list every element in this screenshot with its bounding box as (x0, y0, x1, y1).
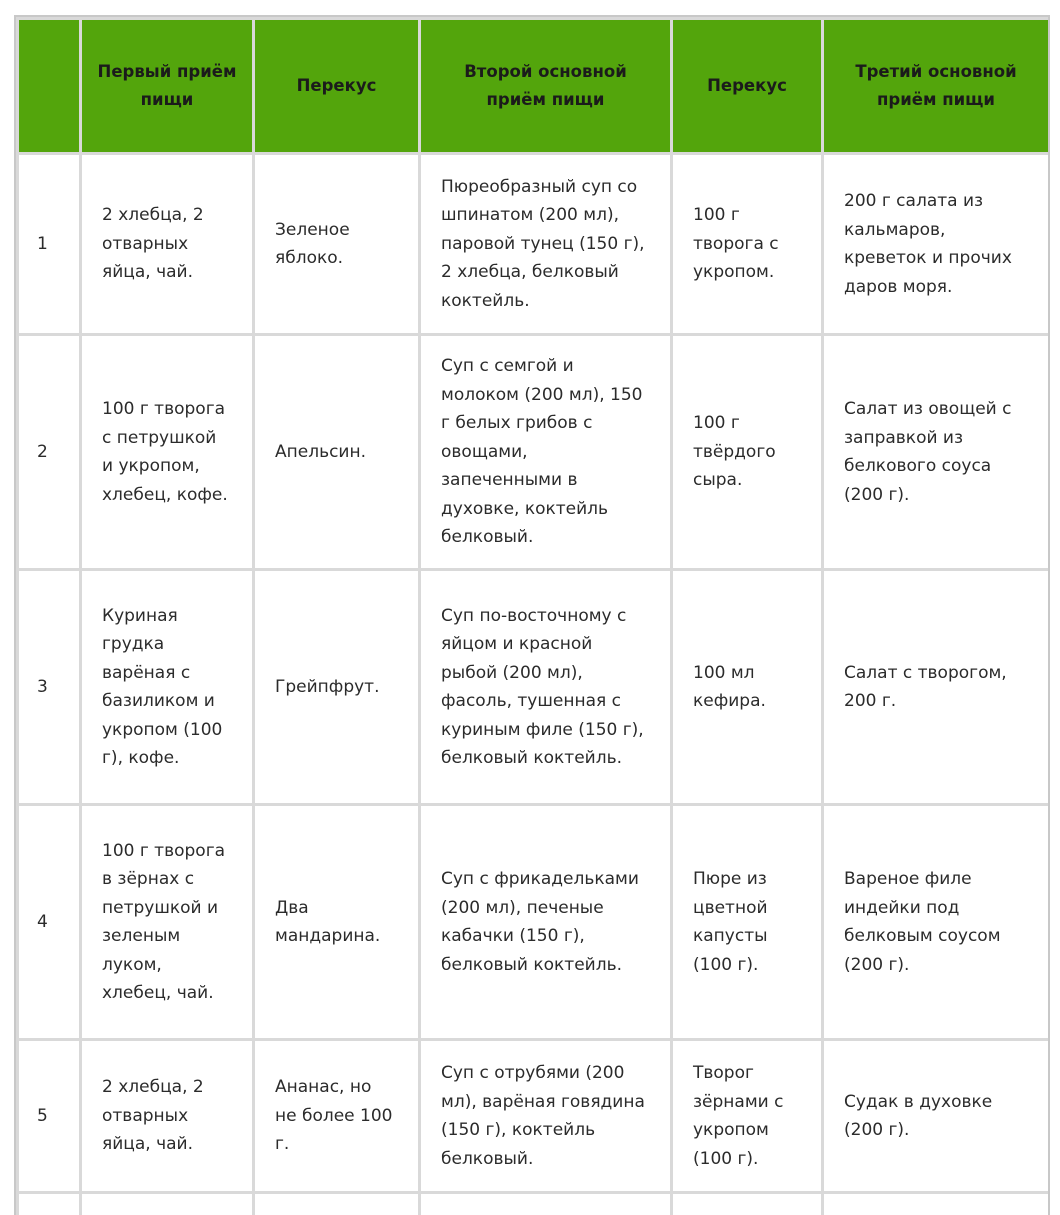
day-number: 5 (19, 1041, 79, 1191)
header-day (19, 20, 79, 152)
snack-2-cell: Творог зёрнами с укропом (100 г). (673, 1041, 821, 1191)
day-number: 4 (19, 806, 79, 1038)
header-third-meal: Третий основной приём пищи (824, 20, 1048, 152)
meal-plan-table (16, 17, 1050, 1215)
table-row (19, 155, 1048, 333)
second-meal-cell: Пюреобразный суп со шпинатом (200 мл), паровой тунец (150 г), 2 хлебца, белковый коктейль. (421, 155, 670, 333)
header-snack-2: Перекус (673, 20, 821, 152)
snack-1-cell: Грейпфрут. (255, 571, 418, 803)
header-row (19, 20, 1048, 152)
first-meal-cell: 2 хлебца, 2 отварных яйца, чай. (82, 1041, 252, 1191)
header-second-meal: Второй основной приём пищи (421, 20, 670, 152)
table-row (19, 1041, 1048, 1191)
empty-cell (421, 1194, 670, 1215)
snack-1-cell: Два мандарина. (255, 806, 418, 1038)
day-number: 2 (19, 336, 79, 568)
snack-2-cell: Пюре из цветной капусты (100 г). (673, 806, 821, 1038)
empty-cell (82, 1194, 252, 1215)
diet-table-frame (14, 15, 1050, 1215)
second-meal-cell: Суп по-восточному с яйцом и красной рыбой (200 мл), фасоль, тушенная с куриным филе (150 г), белковый коктейль. (421, 571, 670, 803)
table-row-partial (19, 1194, 1048, 1215)
snack-2-cell: 100 г творога с укропом. (673, 155, 821, 333)
table-row (19, 571, 1048, 803)
empty-cell (673, 1194, 821, 1215)
table-row (19, 806, 1048, 1038)
first-meal-cell: Куриная грудка варёная с базиликом и укропом (100 г), кофе. (82, 571, 252, 803)
empty-cell (255, 1194, 418, 1215)
third-meal-cell: Салат из овощей с заправкой из белкового соуса (200 г). (824, 336, 1048, 568)
table-row (19, 336, 1048, 568)
snack-1-cell: Ананас, но не более 100 г. (255, 1041, 418, 1191)
first-meal-cell: 2 хлебца, 2 отварных яйца, чай. (82, 155, 252, 333)
day-number: 1 (19, 155, 79, 333)
header-first-meal: Первый приём пищи (82, 20, 252, 152)
third-meal-cell: 200 г салата из кальмаров, креветок и прочих даров моря. (824, 155, 1048, 333)
snack-2-cell: 100 мл кефира. (673, 571, 821, 803)
snack-1-cell: Зеленое яблоко. (255, 155, 418, 333)
empty-cell (19, 1194, 79, 1215)
second-meal-cell: Суп с семгой и молоком (200 мл), 150 г белых грибов с овощами, запеченными в духовке, коктейль белковый. (421, 336, 670, 568)
first-meal-cell: 100 г творога в зёрнах с петрушкой и зеленым луком, хлебец, чай. (82, 806, 252, 1038)
third-meal-cell: Вареное филе индейки под белковым соусом (200 г). (824, 806, 1048, 1038)
empty-cell (824, 1194, 1048, 1215)
second-meal-cell: Суп с фрикадельками (200 мл), печеные кабачки (150 г), белковый коктейль. (421, 806, 670, 1038)
second-meal-cell: Суп с отрубями (200 мл), варёная говядина (150 г), коктейль белковый. (421, 1041, 670, 1191)
snack-1-cell: Апельсин. (255, 336, 418, 568)
third-meal-cell: Салат с творогом, 200 г. (824, 571, 1048, 803)
third-meal-cell: Судак в духовке (200 г). (824, 1041, 1048, 1191)
snack-2-cell: 100 г твёрдого сыра. (673, 336, 821, 568)
day-number: 3 (19, 571, 79, 803)
header-snack-1: Перекус (255, 20, 418, 152)
first-meal-cell: 100 г творога с петрушкой и укропом, хлебец, кофе. (82, 336, 252, 568)
